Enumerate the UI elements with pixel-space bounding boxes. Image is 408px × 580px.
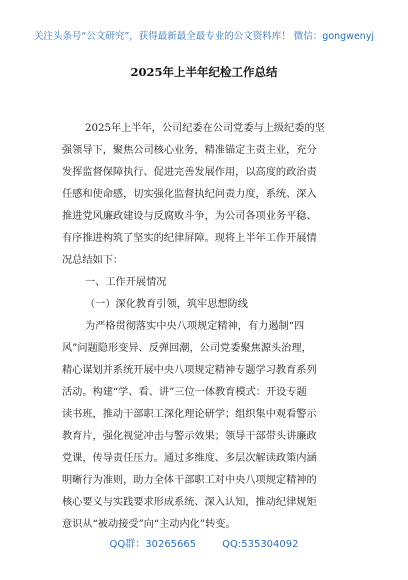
body-line: 为严格贯彻落实中央八项规定精神，有力遏制“四: [85, 321, 305, 332]
sub-heading: （一）深化教育引领，筑牢思想防线: [85, 299, 248, 310]
document-title: 2025年上半年纪检工作总结: [130, 65, 278, 79]
body-line: 精心谋划并系统开展中央八项规定精神专题学习教育系列: [62, 365, 317, 376]
body-line: 党课，传导责任压力。通过多维度、多层次解读政策内涵: [62, 453, 317, 464]
intro-line: 有序推进构筑了坚实的纪律屏障。现将上半年工作开展情: [62, 233, 317, 244]
body-line: 活动。构建“学、看、讲”三位一体教育模式：开设专题: [62, 387, 307, 398]
intro-line: 发挥监督保障执行、促进完善发展作用，以高度的政治责: [62, 167, 317, 178]
body-line: 明晰行为准则，助力全体干部职工对中央八项规定精神的: [62, 475, 317, 486]
header-notice: 关注头条号“公文研究”，获得最新最全最专业的公文资料库！ 微信：gongwenyj: [33, 31, 375, 42]
footer-contact: [0, 535, 408, 550]
intro-line: 2025年上半年，公司纪委在公司党委与上级纪委的坚: [85, 123, 325, 134]
body-line: 读书班，推动干部职工深化理论研学；组织集中观看警示: [62, 409, 317, 420]
body-line: 教育片，强化视觉冲击与警示效果；领导干部带头讲廉政: [62, 431, 317, 442]
footer-qq-group: QQ群：30265665: [109, 539, 197, 550]
section-heading: 一、工作开展情况: [85, 277, 167, 288]
body-line: 风”问题隐形变异、反弹回潮，公司党委聚焦源头治理，: [62, 343, 312, 354]
body-line: 意识从“被动接受”向“主动内化”转变。: [62, 519, 236, 530]
footer-qq: QQ:535304092: [222, 539, 299, 550]
intro-line: 强领导下，聚焦公司核心业务，精准锚定主责主业，充分: [62, 145, 317, 156]
intro-line: 况总结如下：: [62, 255, 124, 266]
body-line: 核心要义与实践要求形成系统、深入认知，推动纪律规矩: [62, 497, 317, 508]
intro-line: 推进党风廉政建设与反腐败斗争，为公司各项业务平稳、: [62, 211, 317, 222]
intro-line: 任感和使命感，切实强化监督执纪问责力度，系统、深入: [62, 189, 317, 200]
